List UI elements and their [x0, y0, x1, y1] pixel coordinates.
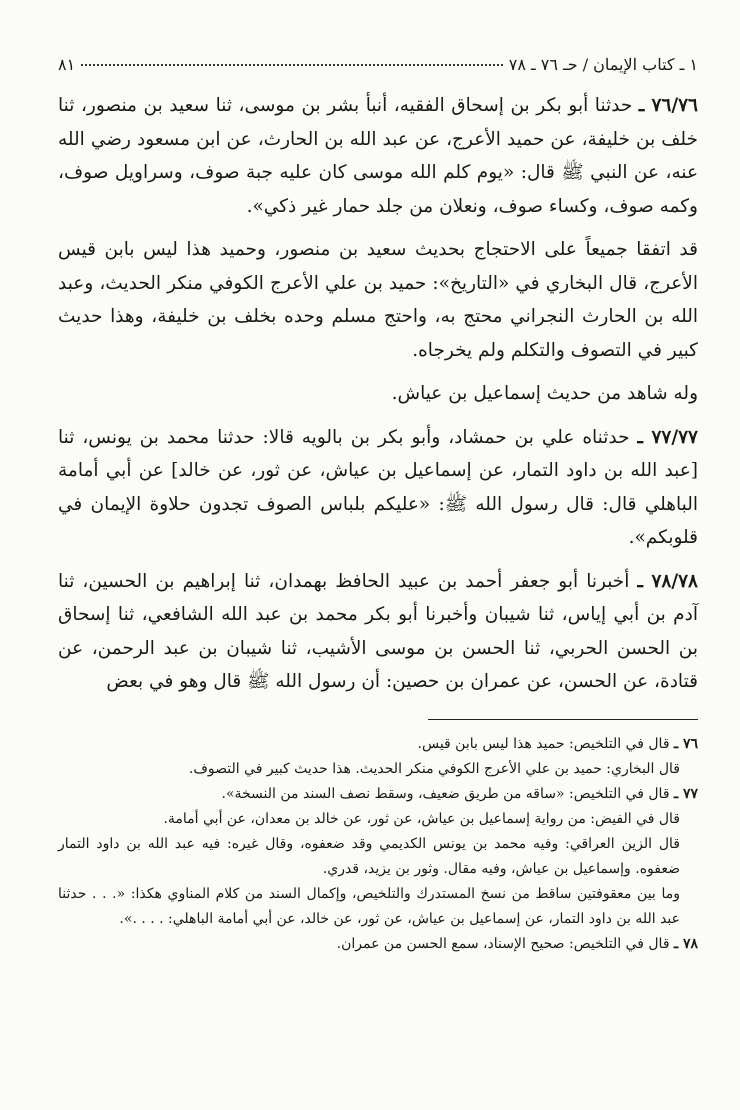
header-title: ١ ـ كتاب الإيمان / حـ ٧٦ ـ ٧٨ [508, 55, 698, 74]
footnote-text: قال في التلخيص: «ساقه من طريق ضعيف، وسقط نصف السند من النسخة». [221, 785, 670, 802]
footnote-text: قال الزين العراقي: وفيه محمد بن يونس الكديمي وقد ضعفوه، وقال غيره: فيه عبد الله بن داود التمار ضعفوه. وإسماعيل بن عياش، وفيه مقال. وثور بن يزيد، قدري. [58, 835, 680, 877]
paragraph [58, 377, 698, 411]
header-leader-dots [81, 64, 503, 66]
footnotes [58, 732, 698, 957]
running-header [58, 55, 698, 75]
book-page [58, 55, 698, 957]
footnote [58, 932, 698, 957]
hadith-number: ٧٦/٧٦ ـ [638, 95, 698, 116]
hadith-number: ٧٧/٧٧ ـ [637, 426, 698, 448]
paragraph-text: حدثنا أبو بكر بن إسحاق الفقيه، أنبأ بشر بن موسى، ثنا سعيد بن منصور، ثنا خلف بن خليفة، عن حميد الأعرج، عن عبد الله بن الحارث، عن ابن مسعود رضي الله عنه، عن النبي ﷺ قال: «يوم كلم الله موسى كان عليه جبة صوف، وسراويل صوف، وكمه صوف، وكساء صوف، ونعلان من جلد حمار غير ذكي». [58, 95, 698, 217]
page-number: ٨١ [58, 55, 76, 74]
footnote [58, 757, 698, 782]
main-text [58, 89, 698, 699]
footnote-number: ٧٨ ـ [673, 935, 698, 952]
footnote-number: ٧٧ ـ [673, 785, 698, 802]
paragraph [58, 421, 698, 555]
paragraph-text: حدثناه علي بن حمشاد، وأبو بكر بن بالويه قالا: حدثنا محمد بن يونس، ثنا [عبد الله بن داود التمار، عن إسماعيل بن عياش، عن ثور، عن خالد] عن أبي أمامة الباهلي قال: قال رسول الله ﷺ: «عليكم بلباس الصوف تجدون حلاوة الإيمان في قلوبكم». [58, 426, 698, 548]
footnote [58, 882, 698, 932]
paragraph-text: أخبرنا أبو جعفر أحمد بن عبيد الحافظ بهمدان، ثنا إبراهيم بن الحسين، ثنا آدم بن أبي إياس، ثنا شيبان وأخبرنا أبو بكر محمد بن عبد الله الشافعي، ثنا إسحاق بن الحسن الحربي، ثنا الحسن بن موسى الأشيب، ثنا شيبان بن عبد الرحمن، عن قتادة، عن الحسن، عن عمران بن حصين: أن رسول الله ﷺ قال وهو في بعض [58, 570, 698, 692]
footnote-text: قال في التلخيص: صحيح الإسناد، سمع الحسن من عمران. [336, 935, 670, 952]
footnote-number: ٧٦ ـ [673, 735, 698, 752]
footnote-text: وما بين معقوفتين ساقط من نسخ المستدرك والتلخيص، وإكمال السند من كلام المناوي هكذا: «. . . حدثنا عبد الله بن داود التمار، عن إسماعيل بن عياش، عن ثور، عن خالد، عن أبي أمامة الباهلي: . . . .». [58, 885, 680, 927]
footnote-divider [428, 719, 698, 720]
footnote [58, 782, 698, 807]
paragraph [58, 565, 698, 699]
footnote [58, 807, 698, 832]
paragraph [58, 233, 698, 367]
footnote [58, 832, 698, 882]
footnote-text: قال في التلخيص: حميد هذا ليس بابن قيس. [417, 735, 670, 752]
footnote-text: قال في الفيض: من رواية إسماعيل بن عياش، عن ثور، عن خالد بن معدان، عن أبي أمامة. [163, 810, 680, 827]
paragraph [58, 89, 698, 223]
hadith-number: ٧٨/٧٨ ـ [637, 570, 698, 592]
paragraph-text: وله شاهد من حديث إسماعيل بن عياش. [391, 383, 698, 404]
footnote-text: قال البخاري: حميد بن علي الأعرج الكوفي منكر الحديث. هذا حديث كبير في التصوف. [188, 760, 680, 777]
paragraph-text: قد اتفقا جميعاً على الاحتجاج بحديث سعيد بن منصور، وحميد هذا ليس بابن قيس الأعرج، قال البخاري في «التاريخ»: حميد بن علي الأعرج الكوفي منكر الحديث، وعبد الله بن الحارث النجراني محتج به، واحتج مسلم وحده بخلف بن خليفة، وهذا حديث كبير في التصوف والتكلم ولم يخرجاه. [58, 239, 698, 361]
footnote [58, 732, 698, 757]
